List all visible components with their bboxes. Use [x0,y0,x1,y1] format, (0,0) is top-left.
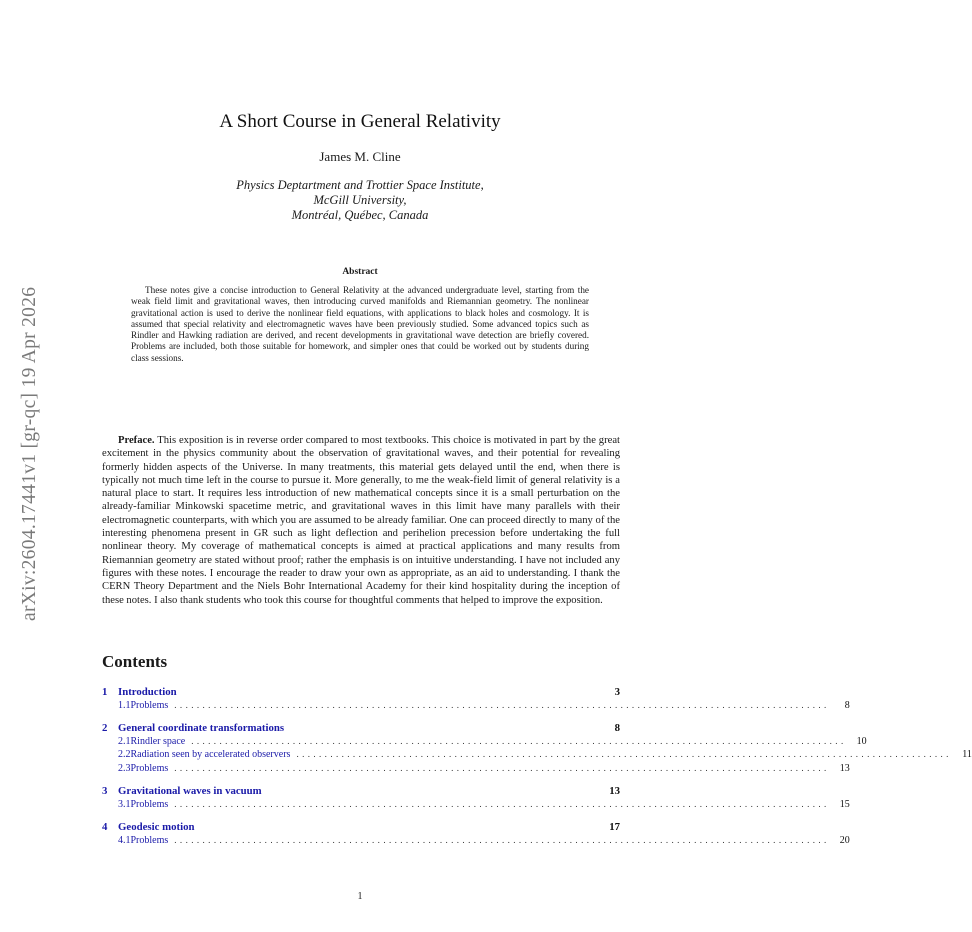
toc-entry-geodesic-motion[interactable] [102,821,620,835]
affiliation-line: McGill University, [313,193,407,207]
toc-number: 2 [102,722,108,734]
toc-link[interactable]: Problems [130,834,169,846]
arxiv-identifier: arXiv:2604.17441v1 [gr-qc] 19 Apr 2026 [19,286,40,622]
toc-link[interactable]: Problems [130,798,169,810]
toc-leader-dots: .................................................................................................................... [296,749,952,759]
toc-page-number: 13 [839,762,850,774]
toc-page-number: 8 [614,722,620,734]
affiliation [0,178,720,223]
toc-leader-dots: .................................................................................................................... [174,762,830,773]
toc-link[interactable]: Problems [130,762,169,774]
affiliation-line: Montréal, Québec, Canada [291,208,429,222]
toc-entry-problems[interactable] [102,762,850,777]
toc-entry-problems[interactable] [102,798,850,813]
abstract-heading: Abstract [342,267,378,277]
author-name: James M. Cline [319,149,401,164]
abstract-text: These notes give a concise introduction to General Relativity at the advanced undergraduate level, starting from the weak field limit and gravitational waves, then introducing curved manifolds and Riemannian geometry. The nonlinear gravitational action is used to derive the nonlinear field equations, with applications to black holes and cosmology. It is assumed that special relativity and electromagnetic waves have been previously studied. Some advanced topics such as Rindler and Hawking radiation are derived, and recent developments in gravitational wave detection are briefly covered. Problems are included, both those suitable for homework, and simpler ones that could be worked out by students during class sessions. [131,285,589,363]
toc-number: 3.1 [118,798,131,810]
affiliation-line: Physics Deptartment and Trottier Space Institute, [236,178,484,192]
toc-leader-dots: .................................................................................................................... [174,834,830,845]
toc-page-number: 11 [962,749,972,760]
toc-leader-dots: .................................................................................................................... [174,798,830,809]
toc-link[interactable]: Gravitational waves in vacuum [118,785,262,797]
toc-link[interactable]: Problems [130,699,169,711]
toc-link[interactable]: Introduction [118,686,177,698]
toc-entry-radiation-accelerated-observers[interactable] [102,749,972,763]
toc-link[interactable]: Geodesic motion [118,821,195,833]
toc-number: 2.3 [118,762,131,774]
toc-leader-dots: .................................................................................................................... [191,735,847,746]
toc-link[interactable]: Radiation seen by accelerated observers [130,749,291,760]
toc-number: 4 [102,821,108,833]
contents-heading: Contents [102,652,168,671]
toc-entry-general-coordinate-transformations[interactable] [102,722,620,736]
toc-link[interactable]: Rindler space [130,735,186,747]
toc-leader-dots: .................................................................................................................... [174,699,830,710]
toc-page-number: 17 [609,821,620,833]
toc-entry-introduction[interactable] [102,686,620,700]
toc-page-number: 10 [856,735,867,747]
toc-link[interactable]: General coordinate transformations [118,722,285,734]
toc-section [102,722,972,776]
preface-text: This exposition is in reverse order compared to most textbooks. This choice is motivated in part by the great excitement in the physics community about the observation of gravitational waves, and their potential for revealing formerly hidden aspects of the Universe. In many treatments, this material gets delayed until the end, when there is typically not much time left in the course to pursue it. More generally, to me the weak-field limit of general relativity is a natural place to start. It requires less introduction of new mathematical concepts since it is a small perturbation on the already-familiar Minkowski spacetime metric, and gravitational waves in this limit have many parallels with their electromagnetic counterparts, with which you are assumed to be already familiar. One can proceed directly to many of the interesting phenomena present in GR such as light deflection and perihelion precession before undertaking the full nonlinear theory. My coverage of mathematical concepts is aimed at practical applications and many results from Riemannian geometry are stated without proof; rather the emphasis is on intuitive understanding. I have not included any figures with these notes. I encourage the reader to draw your own as appropriate, as an aid to understanding. I thank the CERN Theory Department and the Niels Bohr International Academy for their kind hospitality during the inception of these notes. I also thank students who took this course for thoughtful comments that helped to improve the exposition. [102,435,620,606]
toc-entry-problems[interactable] [102,699,850,714]
toc-number: 2.1 [118,735,131,747]
table-of-contents [102,686,972,857]
paper-title: A Short Course in General Relativity [219,111,501,132]
toc-page-number: 3 [614,686,620,698]
toc-section [102,785,850,812]
page-number: 1 [357,891,363,902]
toc-number: 1 [102,686,108,698]
toc-number: 4.1 [118,834,131,846]
preface-label: Preface. [118,435,155,446]
toc-section [102,821,850,848]
toc-page-number: 15 [839,798,850,810]
toc-page-number: 20 [839,834,850,846]
toc-entry-problems[interactable] [102,834,850,849]
toc-number: 1.1 [118,699,131,711]
toc-entry-gravitational-waves[interactable] [102,785,620,799]
toc-entry-rindler-space[interactable] [102,735,867,750]
toc-section [102,686,850,713]
toc-number: 3 [102,785,108,797]
preface-paragraph [102,434,620,607]
toc-page-number: 8 [844,699,850,711]
toc-number: 2.2 [118,749,131,760]
toc-page-number: 13 [609,785,620,797]
